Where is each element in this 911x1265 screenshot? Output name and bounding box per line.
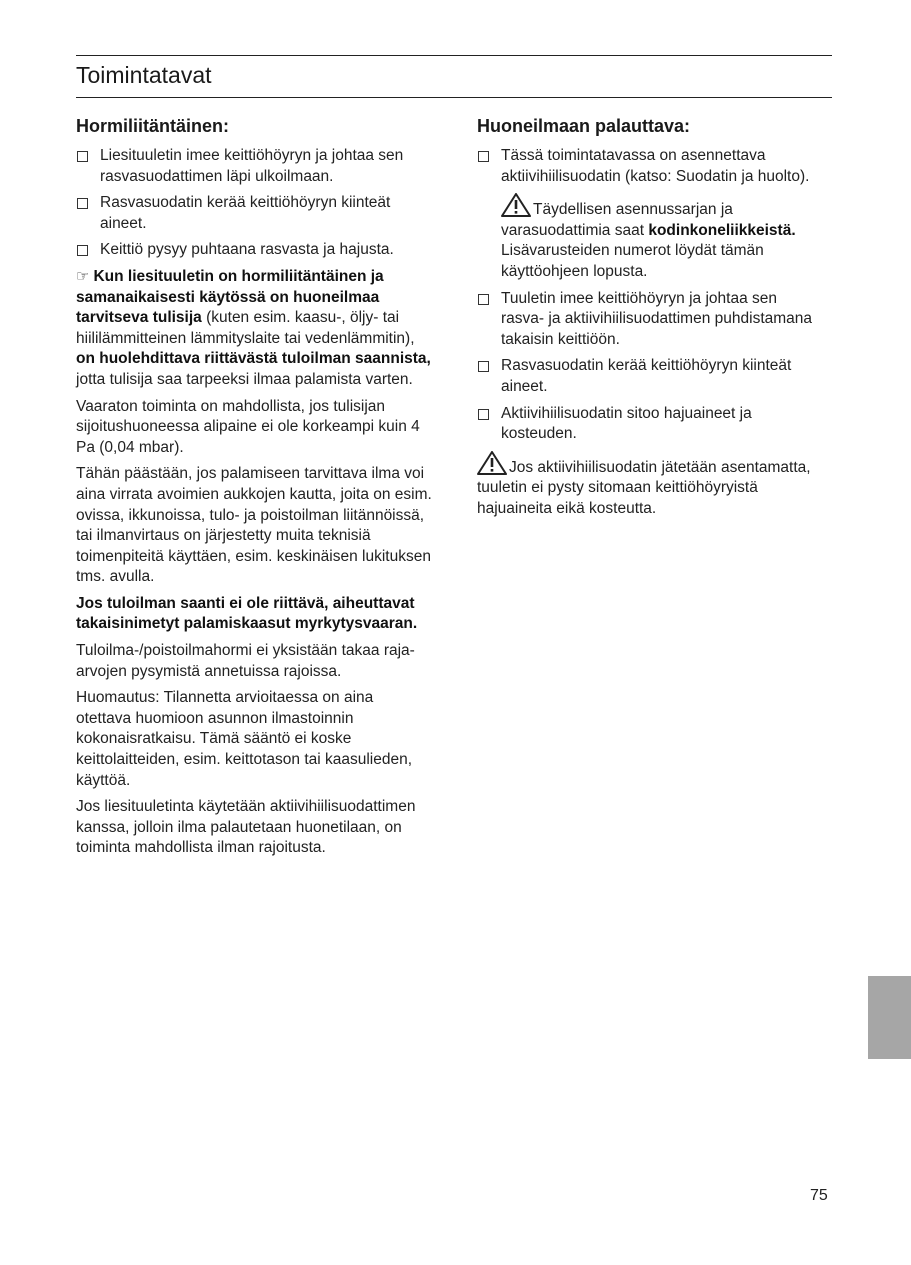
- warning-triangle-icon: [477, 451, 507, 475]
- paragraph: Huomautus: Tilannetta arvioitaessa on aina otettava huomioon asunnon ilmastoinnin kokonaisratkaisu. Tämä sääntö ei koske keittolaitteiden, esim. keittotason tai kaasulieden, käyttöä.: [76, 689, 413, 789]
- paragraph: Vaaraton toiminta on mahdollista, jos tulisijan sijoitushuoneessa alipaine ei ole korkeampi kuin 4 Pa (0,04 mbar).: [76, 397, 420, 456]
- accessory-text-2: Lisävarusteiden numerot löydät tämän käyttöohjeen lopusta.: [501, 242, 764, 280]
- right-heading: Huoneilmaan palauttava:: [477, 116, 691, 136]
- list-item-text: Rasvasuodatin kerää keittiöhöyryn kiinteät aineet.: [501, 357, 792, 395]
- note-bold-1: Kun liesituuletin on hormiliitäntäinen ja samanaikaisesti käytössä on huoneilmaa tarvitseva tulisija: [76, 267, 384, 327]
- right-column: [477, 114, 823, 526]
- note-bold-2: on huolehdittava riittävästä tuloilman saannista,: [76, 350, 431, 368]
- checkbox-icon: [478, 151, 489, 162]
- right-bullet-list-2: [477, 289, 823, 445]
- list-item: [76, 193, 432, 234]
- section-tab-marker: [868, 976, 911, 1059]
- title-rule: [76, 97, 832, 98]
- list-item-text: Tässä toimintatavassa on asennettava aktiivihiilisuodatin (katso: Suodatin ja huolto).: [501, 147, 810, 185]
- paragraph: Tuloilma-/poistoilmahormi ei yksistään takaa raja-arvojen pysymistä annetuissa rajoissa.: [76, 642, 415, 680]
- list-item: [76, 146, 432, 187]
- left-bullet-list: [76, 146, 432, 261]
- checkbox-icon: [478, 409, 489, 420]
- list-item: [477, 404, 823, 445]
- accessory-text-1: Täydellisen asennussarjan ja varasuodattimia saat: [501, 201, 733, 239]
- warning-triangle-icon: [501, 193, 531, 217]
- left-heading: Hormiliitäntäinen:: [76, 116, 230, 136]
- checkbox-icon: [77, 198, 88, 209]
- warning-bold-text: Jos tuloilman saanti ei ole riittävä, aiheuttavat takaisinimetyt palamiskaasut myrkytysvaaran.: [76, 594, 418, 633]
- list-item: [477, 289, 823, 351]
- page-number: 75: [810, 1187, 828, 1204]
- list-item-text: Rasvasuodatin kerää keittiöhöyryn kiinteät aineet.: [100, 194, 391, 232]
- right-bullet-list-1: [477, 146, 823, 187]
- left-column: [76, 114, 432, 865]
- checkbox-icon: [77, 245, 88, 256]
- warning-text: Jos aktiivihiilisuodatin jätetään asentamatta, tuuletin ei pysty sitomaan keittiöhöyryistä hajuaineita eikä kosteutta.: [477, 458, 811, 517]
- list-item-text: Tuuletin imee keittiöhöyryn ja johtaa sen rasva- ja aktiivihiilisuodattimen puhdistamana takaisin keittiöön.: [501, 289, 813, 348]
- note-paragraph: [76, 267, 432, 391]
- note-text-2: jotta tulisija saa tarpeeksi ilmaa palamista varten.: [76, 370, 413, 388]
- list-item-text: Keittiö pysyy puhtaana rasvasta ja hajusta.: [100, 241, 394, 259]
- list-item: [477, 356, 823, 397]
- accessory-bold: kodinkoneliikkeistä.: [648, 221, 796, 239]
- pointing-hand-icon: ☞: [76, 267, 90, 285]
- page-title: Toimintatavat: [76, 62, 212, 88]
- warning-paragraph: [477, 451, 823, 520]
- list-item: [76, 240, 432, 261]
- list-item-text: Aktiivihiilisuodatin sitoo hajuaineet ja kosteuden.: [501, 404, 752, 443]
- top-rule: [76, 55, 832, 56]
- list-item-text: Liesituuletin imee keittiöhöyryn ja johtaa sen rasvasuodattimen läpi ulkoilmaan.: [100, 147, 404, 185]
- paragraph: Jos liesituuletinta käytetään aktiivihiilisuodattimen kanssa, jolloin ilma palautetaan huonetilaan, on toiminta mahdollista ilman rajoitusta.: [76, 798, 416, 857]
- note-text-1: (kuten esim. kaasu-, öljy- tai hiililämmitteinen lämmityslaite tai vedenlämmitin),: [76, 309, 415, 347]
- checkbox-icon: [77, 151, 88, 162]
- checkbox-icon: [478, 361, 489, 372]
- paragraph: Tähän päästään, jos palamiseen tarvittava ilma voi aina virrata avoimien aukkojen kautta, joita on esim. ovissa, ikkunoissa, tulo- ja poistoilman liitännöissä, tai ilmanvirtaus on järjestetty muita teknisiä toimenpiteitä käyttäen, esim. keskinäisen lukituksen tms. avulla.: [76, 465, 432, 586]
- accessory-note: [477, 193, 823, 282]
- warning-bold-paragraph: [76, 594, 432, 635]
- list-item: [477, 146, 823, 187]
- checkbox-icon: [478, 294, 489, 305]
